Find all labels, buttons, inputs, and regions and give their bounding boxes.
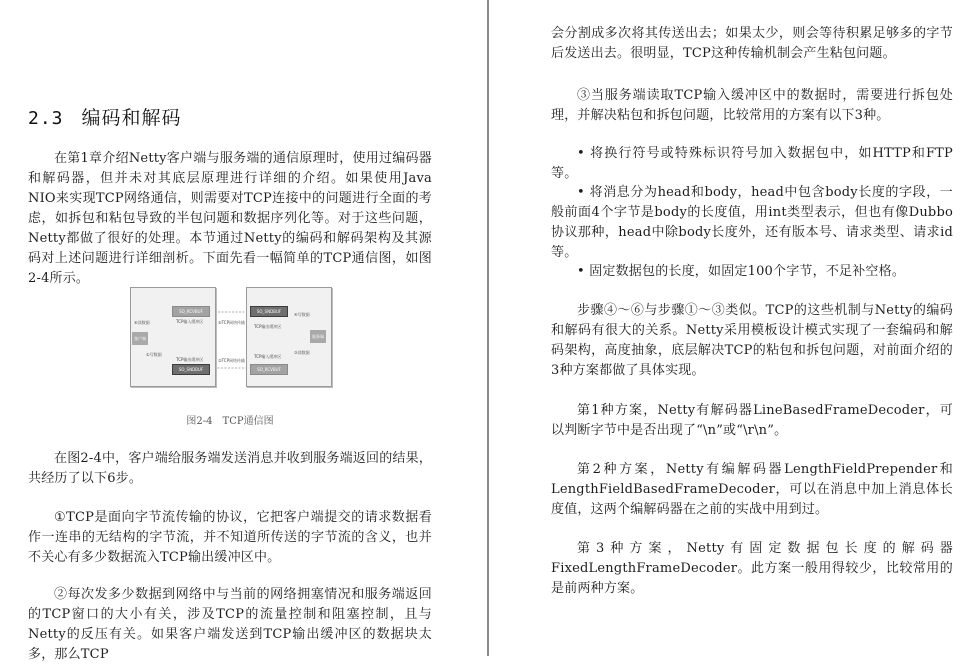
scheme3-paragraph: 第3种方案，Netty有固定数据包长度的解码器FixedLengthFrameDecoder。此方案一般用得较少，比较常用的是前两种方案。 (551, 541, 953, 596)
step2-paragraph: ②每次发多少数据到网络中与当前的网络拥塞情况和服务端返回的TCP窗口的大小有关，涉及TCP的流量控制和阻塞控制，且与Netty的反压有关。如果客户端发送到TCP输出缓冲区的数据块太多，那么TCP (28, 587, 432, 662)
tcp-communication-diagram (128, 286, 334, 388)
step2-continued-paragraph: 会分割成多次将其传送出去；如果太少，则会等待积累足够多的字节后发送出去。很明显，TCP这种传输机制会产生粘包问题。 (551, 26, 953, 61)
section-number: 2.3 (28, 108, 64, 129)
label-read-data: ⑥读数据 (134, 320, 150, 325)
section-title: 编码和解码 (81, 107, 182, 129)
scheme2-paragraph: 第2种方案，Netty有编解码器LengthFieldPrepender和LengthFieldBasedFrameDecoder，可以在消息中加上消息体长度值，这两个编解码器在之前的实战中用到过。 (551, 462, 953, 517)
section-heading (28, 103, 182, 130)
intro-paragraph: 在第1章介绍Netty客户端与服务端的通信原理时，使用过编码器和解码器，但并未对其底层原理进行详细的介绍。如果使用Java NIO来实现TCP网络通信，则需要对TCP连接中的问题进行全面的考虑，如拆包和粘包导致的半包问题和数据序列化等。对于这些问题，Netty都做了很好的处理。本节通过Netty的编码和解码架构及其源码对上述问题进行详细剖析。下面先看一幅简单的TCP通信图，如图2-4所示。 (28, 151, 432, 286)
server-sndbuf: SO_SNDBUF (250, 306, 288, 317)
client-sndbuf: SO_SNDBUF (172, 364, 210, 375)
step3-paragraph: ③当服务端读取TCP输入缓冲区中的数据时，需要进行拆包处理，并解决粘包和拆包问题，比较常用的方案有以下3种。 (551, 88, 953, 123)
label-server-write: ④写数据 (294, 312, 310, 317)
bullet-fixed-length: • 固定数据包的长度，如固定100个字节，不足补空格。 (577, 264, 906, 279)
label-server-in-buffer: TCP输入缓冲区 (254, 354, 282, 359)
label-net-top: ⑤TCP网络传输 (218, 320, 245, 325)
client-rcvbuf: SO_RCVBUF (172, 306, 210, 317)
client-node: 客户端 (132, 332, 148, 345)
label-client-out-buffer: TCP输出缓冲区 (176, 357, 204, 362)
page-divider (487, 0, 489, 656)
label-write-data: ①写数据 (146, 352, 162, 357)
label-net-bottom: ②TCP网络传输 (218, 358, 245, 363)
label-server-out-buffer: TCP输出缓冲区 (254, 324, 282, 329)
netty-mechanism-paragraph: 步骤④～⑥与步骤①～③类似。TCP的这些机制与Netty的编码和解码有很大的关系。Netty采用模板设计模式实现了一套编码和解码架构，高度抽象，底层解决TCP的粘包和拆包问题，对前面介绍的3种方案都做了具体实现。 (551, 303, 953, 378)
scheme1-paragraph: 第1种方案，Netty有解码器LineBasedFrameDecoder，可以判断字节中是否出现了“\n”或“\r\n”。 (551, 403, 953, 438)
step1-paragraph: ①TCP是面向字节流传输的协议，它把客户端提交的请求数据看作一连串的无结构的字节流，并不知道所传送的字节流的含义，也并不关心有多少数据流入TCP输出缓冲区中。 (28, 510, 432, 565)
right-page (490, 0, 968, 656)
bullet-length-field: • 将消息分为head和body，head中包含body长度的字段，一般前面4个字节是body的长度值，用int类型表示，但也有像Dubbo协议那种，head中除body长度外，还有版本号、请求类型、请求id等。 (551, 185, 953, 260)
steps-intro-paragraph: 在图2-4中，客户端给服务端发送消息并收到服务端返回的结果，共经历了以下6步。 (28, 451, 432, 486)
bullet-delimiter: • 将换行符号或特殊标识符号加入数据包中，如HTTP和FTP等。 (551, 146, 953, 181)
figure-caption: 图2-4 TCP通信图 (186, 416, 274, 427)
server-rcvbuf: SO_RCVBUF (250, 364, 288, 375)
server-node: 服务端 (310, 330, 326, 343)
label-client-in-buffer: TCP输入缓冲区 (176, 319, 204, 324)
label-server-read: ③读数据 (294, 350, 310, 355)
